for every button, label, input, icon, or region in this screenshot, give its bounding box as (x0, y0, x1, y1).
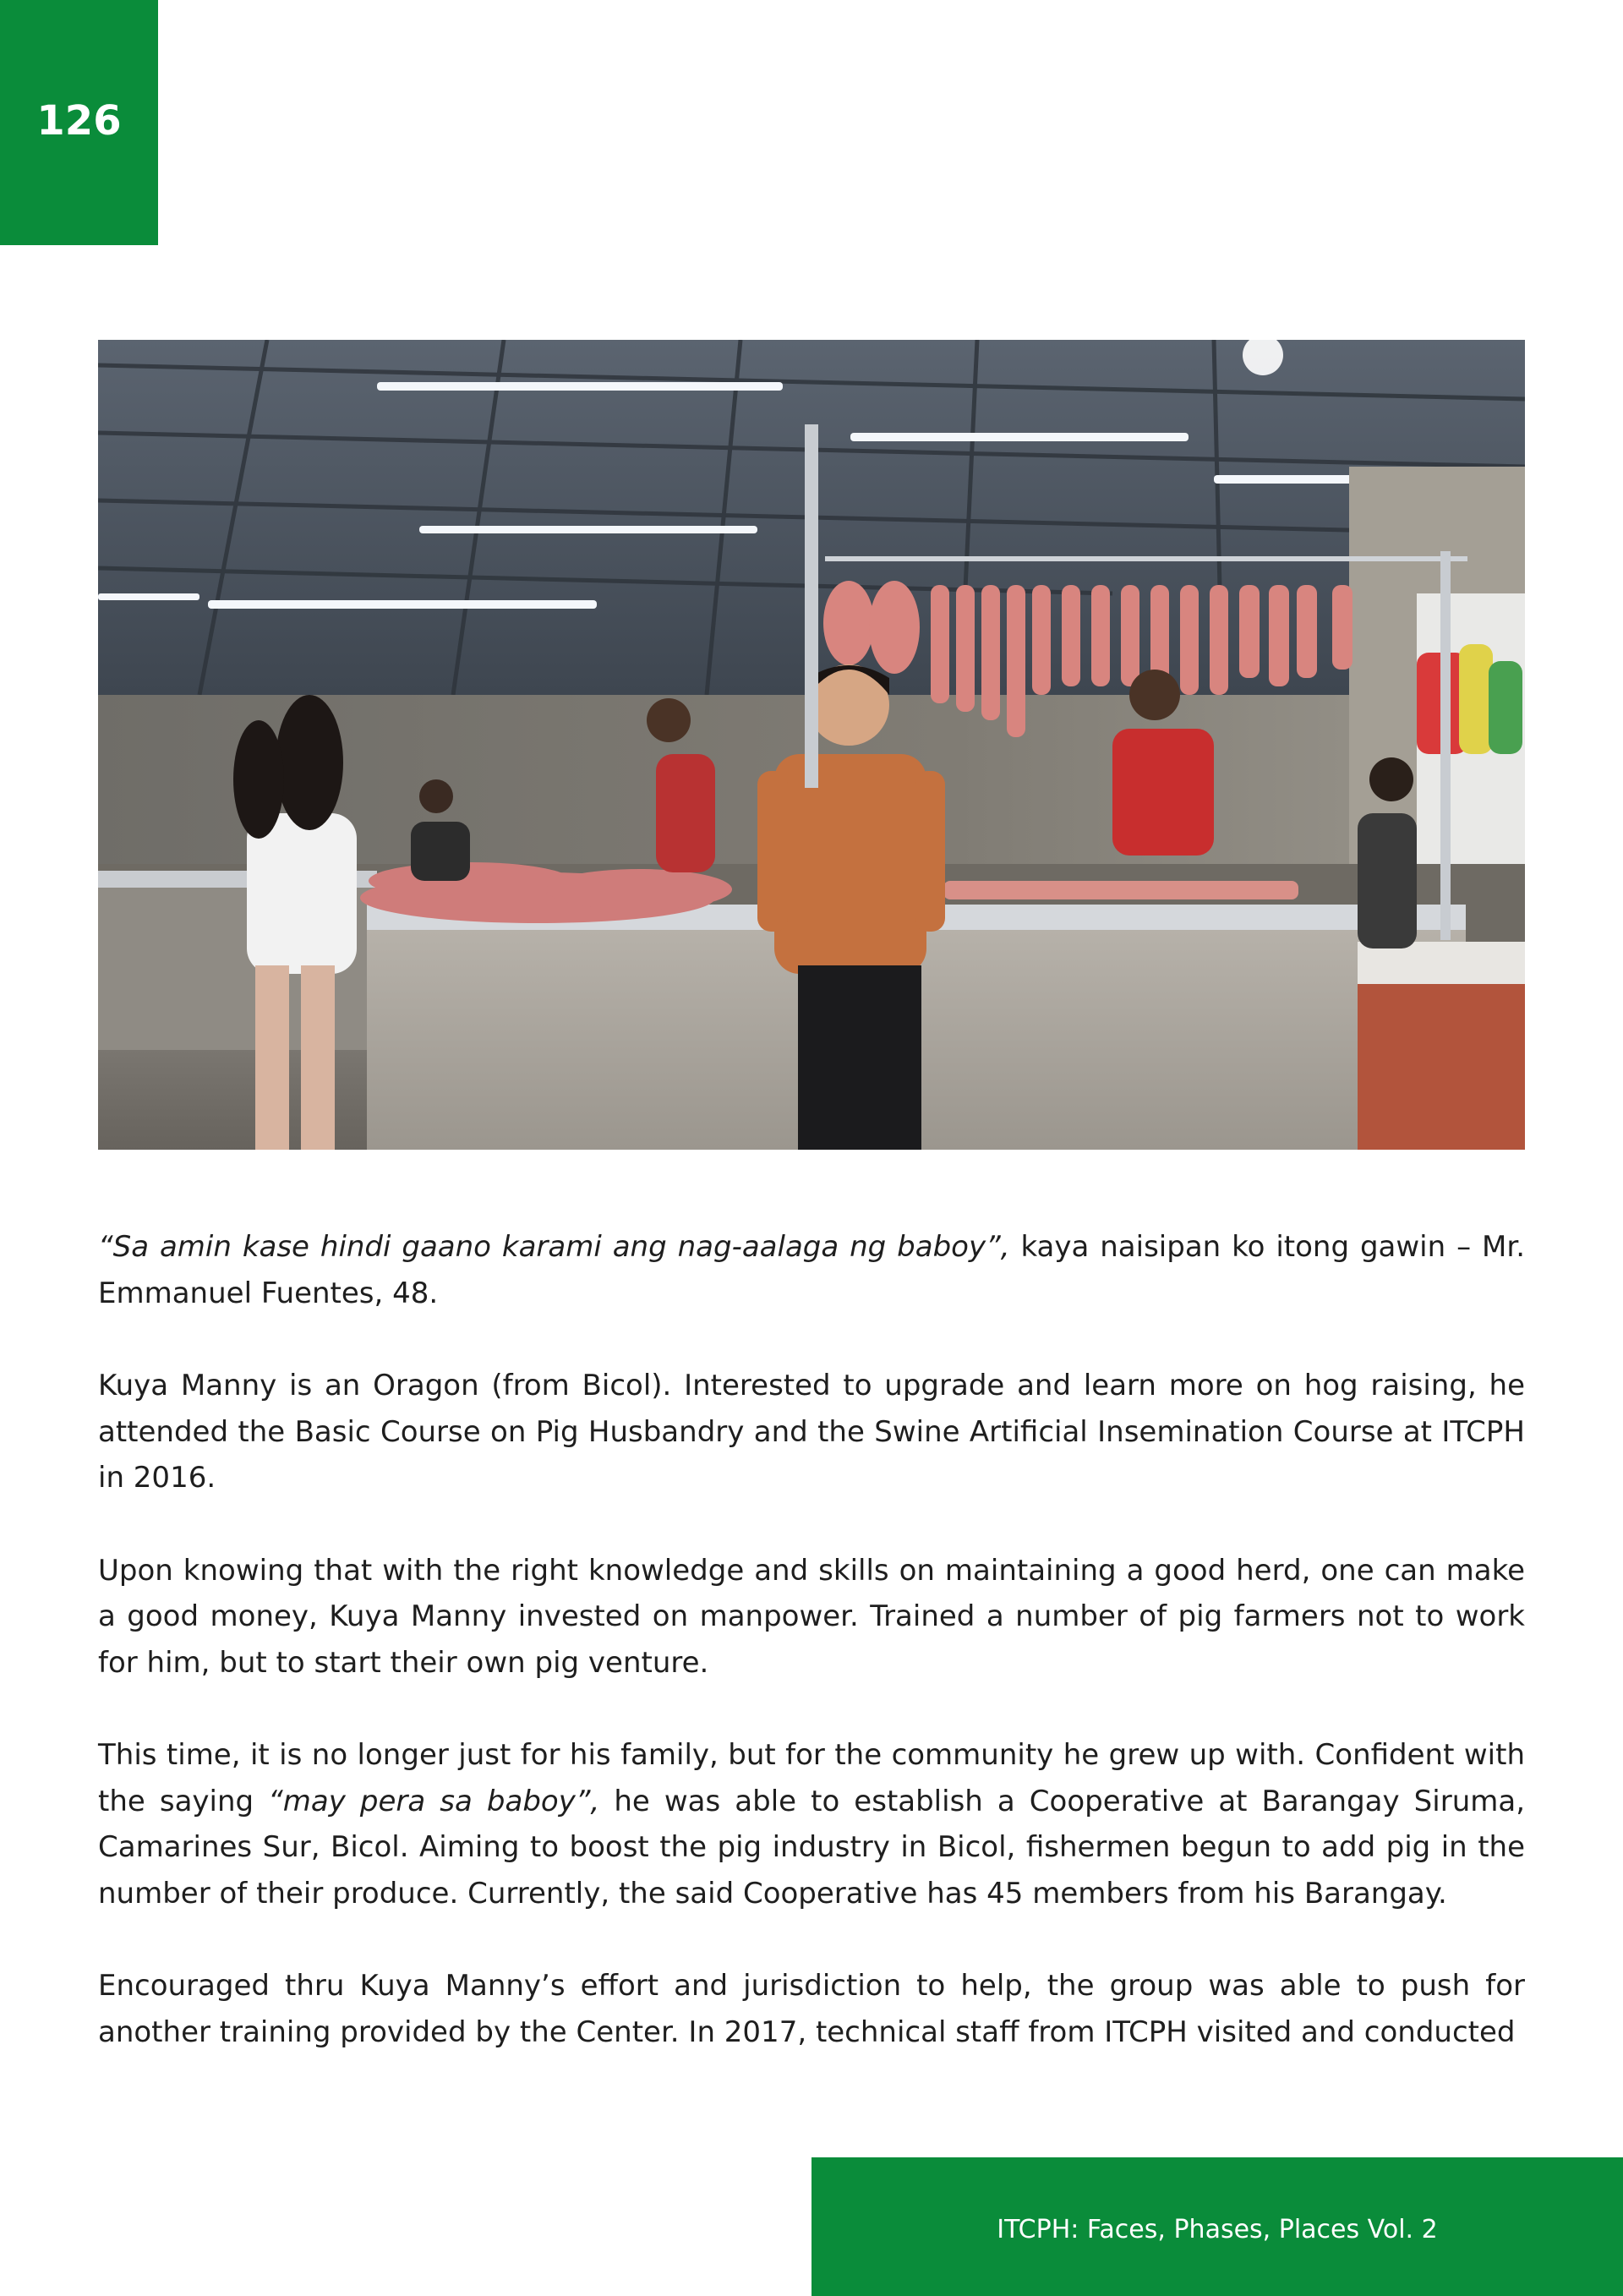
saying-italic: “may pera sa baboy”, (268, 1784, 600, 1818)
market-photo (98, 340, 1525, 1150)
page-number: 126 (36, 97, 122, 145)
market-photo-illustration (98, 340, 1525, 1150)
paragraph-background: Kuya Manny is an Oragon (from Bicol). Interested to upgrade and learn more on hog raising, he attended the Basic Course on Pig Husbandry and the Swine Artificial Insemination Course at ITCPH in 2016. (98, 1369, 1525, 1495)
paragraph-cooperative (98, 1732, 1525, 1916)
footer-band (812, 2157, 1623, 2296)
article-body (98, 1224, 1525, 2102)
paragraph-quote (98, 1224, 1525, 1316)
footer-title: ITCPH: Faces, Phases, Places Vol. 2 (997, 2214, 1438, 2244)
cooperative-text-start: This time, it is no longer just for his family, but for the community he grew up with. Confident with the saying (98, 1738, 1525, 1818)
paragraph-manpower: Upon knowing that with the right knowledge and skills on maintaining a good herd, one can make a good money, Kuya Manny invested on manpower. Trained a number of pig farmers not to work for him, but to start their own pig venture. (98, 1553, 1525, 1680)
quote-attribution: kaya naisipan ko itong gawin – Mr. Emmanuel Fuentes, 48. (98, 1230, 1526, 1310)
paragraph-training: Encouraged thru Kuya Manny’s effort and jurisdiction to help, the group was able to push for another training provided by the Center. In 2017, technical staff from ITCPH visited and conducted (98, 1969, 1525, 2049)
page-number-tab (0, 0, 158, 245)
quote-italic: “Sa amin kase hindi gaano karami ang nag-aalaga ng baboy”, (98, 1230, 1010, 1264)
cooperative-text-end: he was able to establish a Cooperative at Barangay Siruma, Camarines Sur, Bicol. Aiming to boost the pig industry in Bicol, fishermen begun to add pig in the number of their produce. Currently, the said Cooperative has 45 members from his Barangay. (98, 1784, 1525, 1911)
